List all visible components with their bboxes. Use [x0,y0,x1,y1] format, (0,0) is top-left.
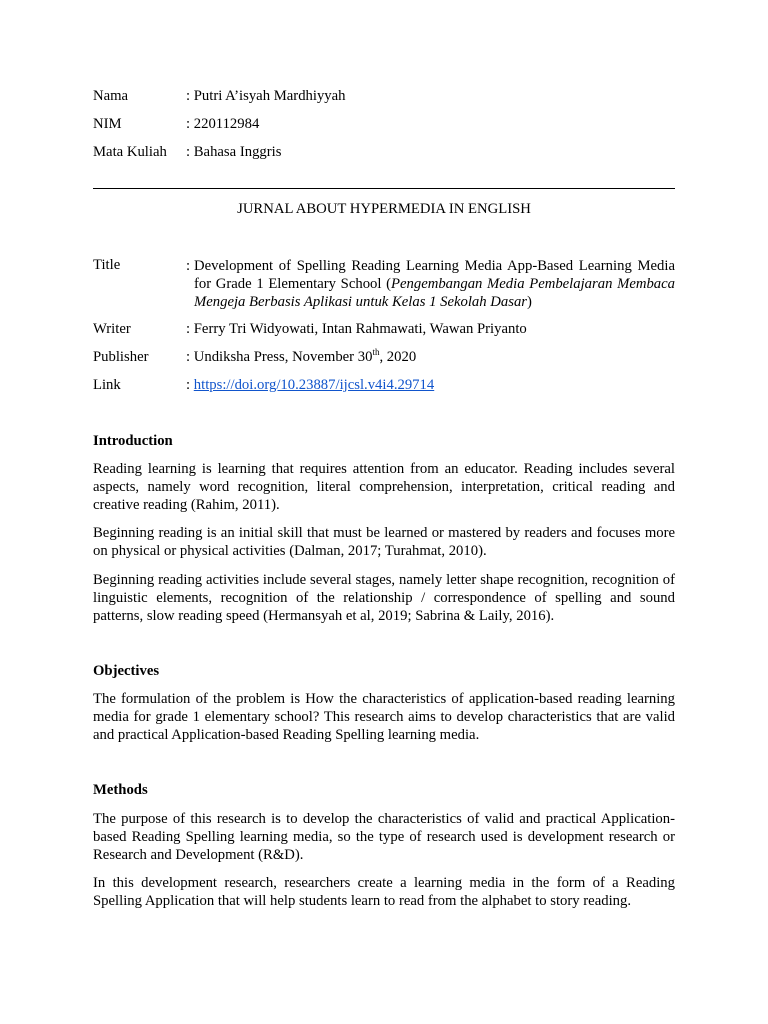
link-label: Link [93,377,121,393]
title-label: Title [93,257,121,273]
publisher-label: Publisher [93,349,149,365]
methods-paragraph-1: The purpose of this research is to develop the characteristics of valid and practical Application-based Reading Spelling learning media, so the type of research used is development research or Research and Development (R&D). [93,811,675,864]
journal-title [186,257,675,311]
link-colon: : [186,377,194,393]
introduction-heading: Introduction [93,433,173,449]
objectives-heading: Objectives [93,663,160,679]
journal-title-indonesian: Pengembangan Media Pembelajaran Membaca Mengeja Berbasis Aplikasi untuk Kelas 1 Sekolah Dasar [194,276,675,310]
methods-paragraph-2: In this development research, researchers create a learning media in the form of a Reading Spelling Application that will help students learn to read from the alphabet to story reading. [93,875,675,910]
name-label: Nama [93,88,129,104]
link-row [186,377,434,394]
introduction-paragraph-3: Beginning reading activities include several stages, namely letter shape recognition, recognition of linguistic elements, recognition of the relationship / correspondence of spelling and sound patterns, slow reading speed (Hermansyah et al, 2019; Sabrina & Laily, 2016). [93,572,675,625]
objectives-paragraph-1: The formulation of the problem is How the characteristics of application-based reading learning media for grade 1 elementary school? This research aims to develop characteristics that are valid and practical Application-based Reading Spelling learning media. [93,691,675,744]
publisher-superscript: th [372,347,380,358]
introduction-paragraph-2: Beginning reading is an initial skill that must be learned or mastered by readers and focuses more on physical or physical activities (Dalman, 2017; Turahmat, 2010). [93,525,675,560]
document-title: JURNAL ABOUT HYPERMEDIA IN ENGLISH [237,201,531,217]
publisher-value [186,349,416,366]
title-colon: : [186,258,191,274]
journal-title-english: Development of Spelling Reading Learning Media App-Based Learning Media for Grade 1 Elementary School ( [194,258,675,292]
doi-link[interactable]: https://doi.org/10.23887/ijcsl.v4i4.29714 [193,377,435,393]
introduction-paragraph-1: Reading learning is learning that requires attention from an educator. Reading includes several aspects, namely word recognition, literal comprehension, interpretation, critical reading and creative reading (Rahim, 2011). [93,461,675,514]
nim-label: NIM [93,116,122,132]
journal-title-close: ) [527,294,532,310]
publisher-year: , 2020 [379,349,417,365]
writer-label: Writer [93,321,131,337]
course-label: Mata Kuliah [93,144,167,160]
nim-value: : 220112984 [186,116,260,132]
name-value: : Putri A’isyah Mardhiyyah [186,88,346,104]
publisher-text: : Undiksha Press, November 30 [186,349,373,365]
writer-value: : Ferry Tri Widyowati, Intan Rahmawati, Wawan Priyanto [186,321,527,337]
course-value: : Bahasa Inggris [186,144,282,160]
journal-title-text [194,257,675,311]
methods-heading: Methods [93,782,148,798]
horizontal-divider [93,188,675,189]
